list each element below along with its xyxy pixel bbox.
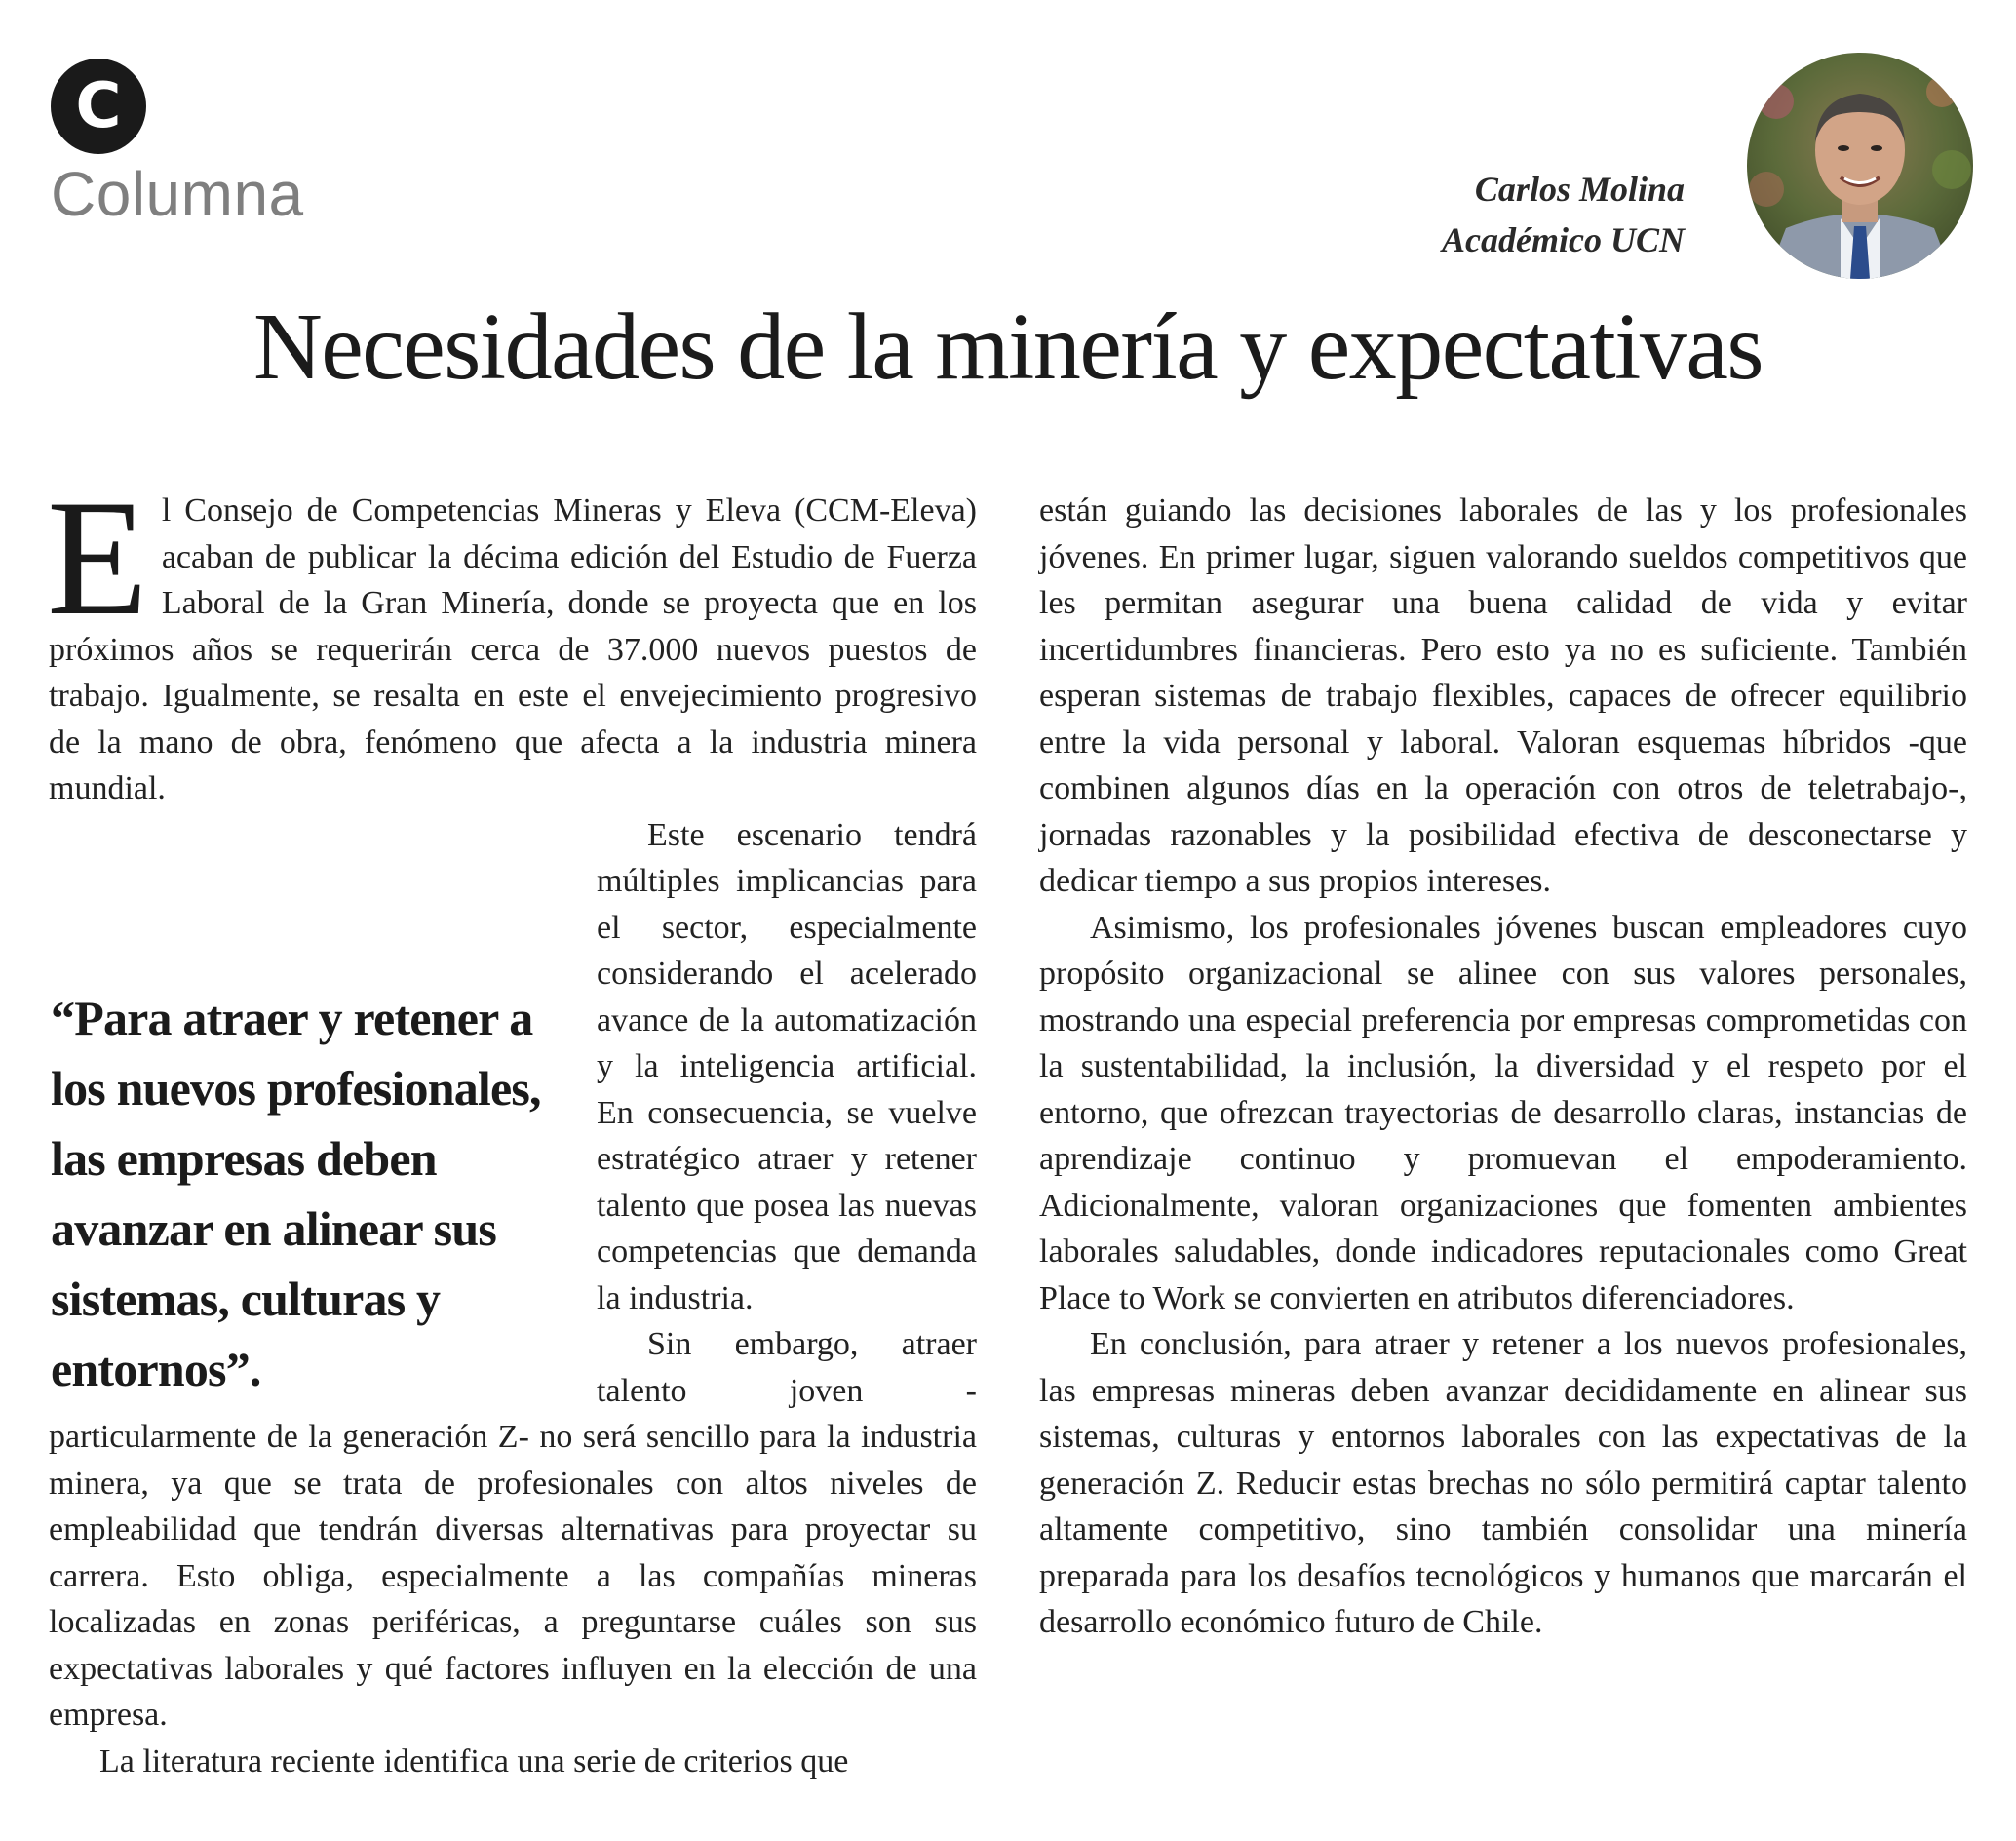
author-portrait-icon xyxy=(1747,53,1973,279)
article-paragraph xyxy=(47,466,977,812)
author-name: Carlos Molina xyxy=(1474,170,1685,209)
article-paragraph xyxy=(1039,1321,1967,1646)
article-paragraph xyxy=(49,1739,977,1785)
article-paragraph-text: l Consejo de Competencias Mineras y Eleva (CCM-Eleva) acaban de publicar la décima edición del Estudio de Fuerza Laboral de la Gran Minería, donde se proyecta que en los próximos años se requerirán cerca de 37.000 nuevos puestos de trabajo. Igualmente, se resalta en este el envejecimiento progresivo de la mano de obra, fenómeno que afecta a la industria minera mundial. xyxy=(49,492,977,806)
section-badge: C xyxy=(51,59,146,154)
article-paragraph-text: Sin embargo, atraer talento joven -particularmente de la generación Z- no será sencillo para la industria minera, ya que se trata de profesionales con altos niveles de empleabilidad que tendrán diversas alternativas para proyectar su carrera. Esto obliga, especialmente a las compañías mineras localizadas en zonas periféricas, a preguntarse cuáles son sus expectativas laborales y qué factores influyen en la elección de una empresa. xyxy=(49,1326,977,1733)
author-byline xyxy=(1442,164,1685,265)
pull-quote: “Para atraer y retener a los nuevos profesionales, las empresas deben avanzar en alinear sus sistemas, culturas y entornos”. xyxy=(51,991,541,1396)
article-paragraph-text: La literatura reciente identifica una serie de criterios que xyxy=(99,1743,849,1780)
article-column-right xyxy=(1039,488,1967,1646)
article-paragraph xyxy=(1039,905,1967,1322)
author-portrait xyxy=(1747,53,1973,279)
section-label: Columna xyxy=(51,159,304,229)
article-paragraph-text: Asimismo, los profesionales jóvenes buscan empleadores cuyo propósito organizacional se alinee con sus valores personales, mostrando una especial preferencia por empresas comprometidas con la sustentabilidad, la inclusión, la diversidad y el respeto por el entorno, que ofrezcan trayectorias de desarrollo claras, instancias de aprendizaje continuo y promuevan el empoderamiento. Adicionalmente, valoran organizaciones que fomenten ambientes laborales saludables, donde indicadores reputacionales como Great Place to Work se convierten en atributos diferenciadores. xyxy=(1039,909,1967,1316)
article-paragraph xyxy=(1039,488,1967,905)
author-role: Académico UCN xyxy=(1442,220,1685,259)
article-paragraph-text: En conclusión, para atraer y retener a los nuevos profesionales, las empresas mineras deben avanzar decididamente en alinear sus sistemas, culturas y entornos laborales con las expectativas de la generación Z. Reducir estas brechas no sólo permitirá captar talento altamente competitivo, sino también consolidar una minería preparada para los desafíos tecnológicos y humanos que marcarán el desarrollo económico futuro de Chile. xyxy=(1039,1326,1967,1640)
article-headline: Necesidades de la minería y expectativas xyxy=(252,294,1764,400)
article-paragraph-text: están guiando las decisiones laborales de las y los profesionales jóvenes. En primer lugar, siguen valorando sueldos competitivos que les permitan asegurar una buena calidad de vida y evitar incertidumbres financieras. Pero esto ya no es suficiente. También esperan sistemas de trabajo flexibles, capaces de ofrecer equilibrio entre la vida personal y laboral. Valoran esquemas híbridos -que combinen algunos días en la operación con otros de teletrabajo-, jornadas razonables y la posibilidad efectiva de desconectarse y dedicar tiempo a sus propios intereses. xyxy=(1039,492,1967,899)
dropcap: E xyxy=(47,466,148,649)
article-paragraph-text: Este escenario tendrá múltiples implicancias para el sector, especialmente considerando el acelerado avance de la automatización y la inteligencia artificial. En consecuencia, se vuelve estratégico atraer y retener talento que posea las nuevas competencias que demanda la industria. xyxy=(597,816,977,1316)
